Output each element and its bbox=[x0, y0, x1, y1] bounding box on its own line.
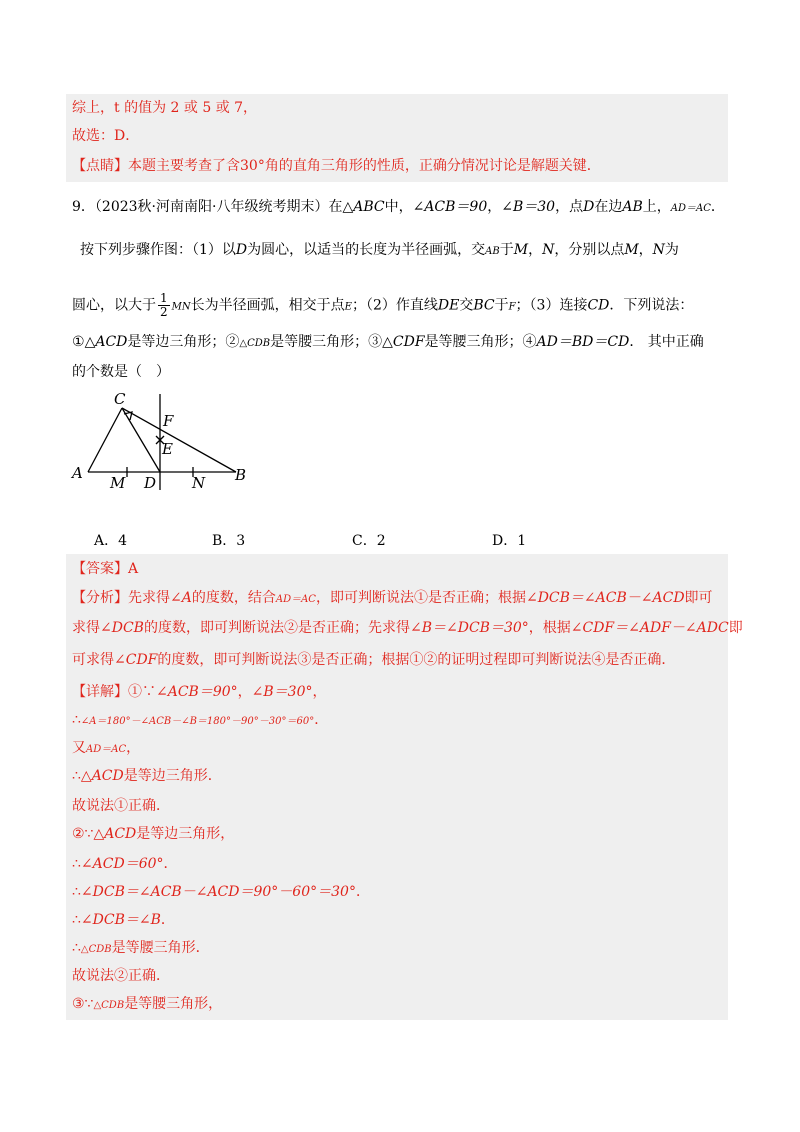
choice-line: 故选：D． bbox=[72, 128, 140, 144]
math-angle-b: ∠B＝30 bbox=[501, 199, 556, 215]
text: 是等腰三角形． bbox=[111, 940, 210, 956]
detail-line-10 bbox=[72, 938, 210, 960]
text: ，分别以点 bbox=[554, 242, 625, 258]
math: ∠B＝∠DCB＝30° bbox=[409, 620, 529, 636]
option-d[interactable]: D．1 bbox=[492, 533, 527, 549]
text: ． bbox=[355, 884, 370, 900]
text: 的度数，即可判断说法②是否正确；先求得 bbox=[143, 620, 410, 636]
option-c[interactable]: C．2 bbox=[352, 533, 386, 549]
math-de: DE bbox=[437, 297, 460, 314]
math: △CDB bbox=[93, 1000, 125, 1011]
text: ．下列说法： bbox=[609, 297, 694, 314]
math-cdb: △CDB bbox=[239, 338, 271, 349]
text: ∴ bbox=[72, 856, 81, 872]
text: 于 bbox=[499, 242, 514, 258]
text: ②∵ bbox=[72, 826, 94, 842]
text: 是等边三角形；② bbox=[127, 334, 240, 350]
question-line-5: 的个数是（ ） bbox=[72, 364, 170, 380]
text: 中， bbox=[384, 199, 413, 215]
text: ① bbox=[72, 334, 85, 350]
text: ∴ bbox=[72, 912, 81, 928]
text: 圆心，以大于 bbox=[72, 297, 156, 314]
text: ， bbox=[638, 242, 653, 258]
math: ∠B＝30° bbox=[251, 684, 313, 700]
detail-line-6 bbox=[72, 824, 234, 844]
text: 即可 bbox=[684, 590, 713, 606]
math: ∠CDF bbox=[114, 652, 158, 668]
math-n: N bbox=[542, 242, 555, 258]
text: 可求得 bbox=[72, 652, 114, 668]
math-triangle-abc: △ABC bbox=[342, 199, 385, 215]
text: ；（3）连接 bbox=[515, 297, 588, 314]
label-a: A bbox=[72, 464, 83, 482]
text: ，根据 bbox=[528, 620, 571, 636]
segment-cd bbox=[122, 408, 160, 472]
text: ∴ bbox=[72, 768, 81, 784]
option-b[interactable]: B．3 bbox=[212, 533, 246, 549]
math-ab: AB bbox=[485, 246, 500, 257]
label-n: N bbox=[192, 474, 206, 492]
math: ∠A bbox=[170, 590, 192, 606]
text: ∴ bbox=[72, 712, 81, 728]
label-c: C bbox=[114, 390, 126, 408]
text: ， bbox=[237, 684, 252, 700]
math: ∠ACB＝90° bbox=[156, 684, 238, 700]
option-a[interactable]: A．4 bbox=[94, 533, 128, 549]
text: ③∵ bbox=[72, 996, 94, 1012]
text: ． bbox=[314, 712, 329, 728]
label-b: B bbox=[235, 466, 247, 484]
text: 【分析】先求得 bbox=[72, 590, 170, 606]
math-cdf: △CDF bbox=[382, 334, 425, 350]
math-mn: MN bbox=[171, 301, 191, 313]
math-n: N bbox=[652, 242, 665, 258]
detail-line-8 bbox=[72, 882, 370, 902]
math-f: F bbox=[508, 301, 516, 313]
math: ∠DCB＝∠ACB－∠ACD bbox=[525, 590, 685, 606]
text: ， bbox=[126, 740, 141, 756]
math: ∠ACD＝60° bbox=[80, 856, 164, 872]
label-e: E bbox=[162, 440, 173, 458]
text: ． bbox=[160, 912, 175, 928]
question-source: （2023秋·河南南阳·八年级统考期末）在 bbox=[94, 199, 343, 215]
math: ∠A＝180°－∠ACB－∠B＝180°－90°－30°＝60° bbox=[80, 716, 315, 727]
math-ad-bd-cd: AD＝BD＝CD bbox=[536, 334, 630, 350]
text: ， bbox=[312, 684, 327, 700]
geometry-figure bbox=[66, 388, 266, 496]
question-number: 9． bbox=[72, 199, 95, 215]
conclusion-line: 综上，t 的值为 2 或 5 或 7， bbox=[72, 100, 258, 116]
math: ∠DCB＝∠ACB－∠ACD＝90°－60°＝30° bbox=[80, 884, 356, 900]
detail-line-2 bbox=[72, 710, 328, 732]
detail-line-1 bbox=[72, 682, 327, 702]
detail-line-7 bbox=[72, 854, 178, 874]
text: ． 其中正确 bbox=[629, 334, 704, 350]
math-bc: BC bbox=[473, 297, 495, 314]
text: 即 bbox=[728, 620, 743, 636]
text: 按下列步骤作图：（1）以 bbox=[80, 242, 236, 258]
question-line-1 bbox=[72, 197, 725, 219]
math-cd: CD bbox=[587, 297, 610, 314]
text: 交 bbox=[459, 297, 474, 314]
text: 是等腰三角形；④ bbox=[424, 334, 537, 350]
segment-cb bbox=[122, 408, 236, 472]
label-m: M bbox=[110, 474, 126, 492]
text: 为 bbox=[664, 242, 679, 258]
math-m: M bbox=[513, 242, 529, 258]
detail-line-12 bbox=[72, 994, 222, 1016]
math-angle-acb: ∠ACB＝90 bbox=[412, 199, 488, 215]
text: 在边 bbox=[594, 199, 623, 215]
text: 于 bbox=[494, 297, 509, 314]
fraction-numerator: 1 bbox=[160, 291, 168, 305]
comment-line: 【点睛】本题主要考查了含30°角的直角三角形的性质，正确分情况讨论是解题关键． bbox=[72, 158, 601, 174]
text: ． bbox=[163, 856, 178, 872]
math-d: D bbox=[235, 242, 248, 258]
text: ；（2）作直线 bbox=[351, 297, 438, 314]
detail-line-11: 故说法②正确． bbox=[72, 968, 170, 984]
text: 的度数，结合 bbox=[191, 590, 276, 606]
analysis-line-3 bbox=[72, 650, 675, 670]
math: ∠DCB＝∠B bbox=[80, 912, 161, 928]
math-side-ab: AB bbox=[622, 199, 643, 215]
text: 是等边三角形． bbox=[123, 768, 222, 784]
label-d: D bbox=[144, 474, 157, 492]
math: ∠DCB bbox=[100, 620, 144, 636]
text: ， bbox=[528, 242, 543, 258]
text: 求得 bbox=[72, 620, 100, 636]
detail-line-3 bbox=[72, 738, 140, 760]
text: ． bbox=[710, 199, 725, 215]
text: 是等腰三角形， bbox=[124, 996, 223, 1012]
analysis-line-1 bbox=[72, 588, 713, 610]
math-acd: △ACD bbox=[84, 334, 128, 350]
text: 又 bbox=[72, 740, 86, 756]
question-line-4 bbox=[72, 332, 704, 354]
math: AD＝AC bbox=[86, 744, 127, 755]
analysis-line-2 bbox=[72, 618, 743, 638]
text: 的度数，即可判断说法③是否正确；根据①②的证明过程即可判断说法④是否正确． bbox=[157, 652, 676, 668]
text: ∴ bbox=[72, 884, 81, 900]
text: 是等边三角形， bbox=[136, 826, 235, 842]
text: ， bbox=[487, 199, 502, 215]
math: ∠CDF＝∠ADF－∠ADC bbox=[570, 620, 729, 636]
text: 上， bbox=[642, 199, 671, 215]
label-f: F bbox=[163, 412, 174, 430]
math-m: M bbox=[624, 242, 639, 258]
math-e: E bbox=[344, 301, 352, 313]
text: 长为半径画弧，相交于点 bbox=[190, 297, 345, 314]
text: ∴ bbox=[72, 940, 81, 956]
detail-line-9 bbox=[72, 910, 175, 930]
text: 是等腰三角形；③ bbox=[270, 334, 383, 350]
text: ，即可判断说法①是否正确；根据 bbox=[315, 590, 526, 606]
math-ad-eq-ac: AD＝AC bbox=[670, 203, 711, 214]
math: △ACD bbox=[80, 768, 124, 784]
fraction-one-half bbox=[158, 292, 170, 319]
segment-ac bbox=[88, 408, 122, 472]
detail-line-4 bbox=[72, 766, 222, 786]
text: 为圆心，以适当的长度为半径画弧，交 bbox=[247, 242, 486, 258]
math: AD＝AC bbox=[275, 594, 316, 605]
question-line-3 bbox=[72, 292, 693, 319]
detail-line-5: 故说法①正确． bbox=[72, 798, 170, 814]
question-line-2 bbox=[80, 240, 679, 262]
text: 【详解】①∵ bbox=[72, 684, 156, 700]
text: ，点 bbox=[555, 199, 584, 215]
math-point-d: D bbox=[583, 199, 595, 215]
answer-line: 【答案】A bbox=[72, 561, 139, 577]
math: △ACD bbox=[93, 826, 137, 842]
fraction-denominator: 2 bbox=[160, 305, 168, 319]
math: △CDB bbox=[80, 944, 112, 955]
